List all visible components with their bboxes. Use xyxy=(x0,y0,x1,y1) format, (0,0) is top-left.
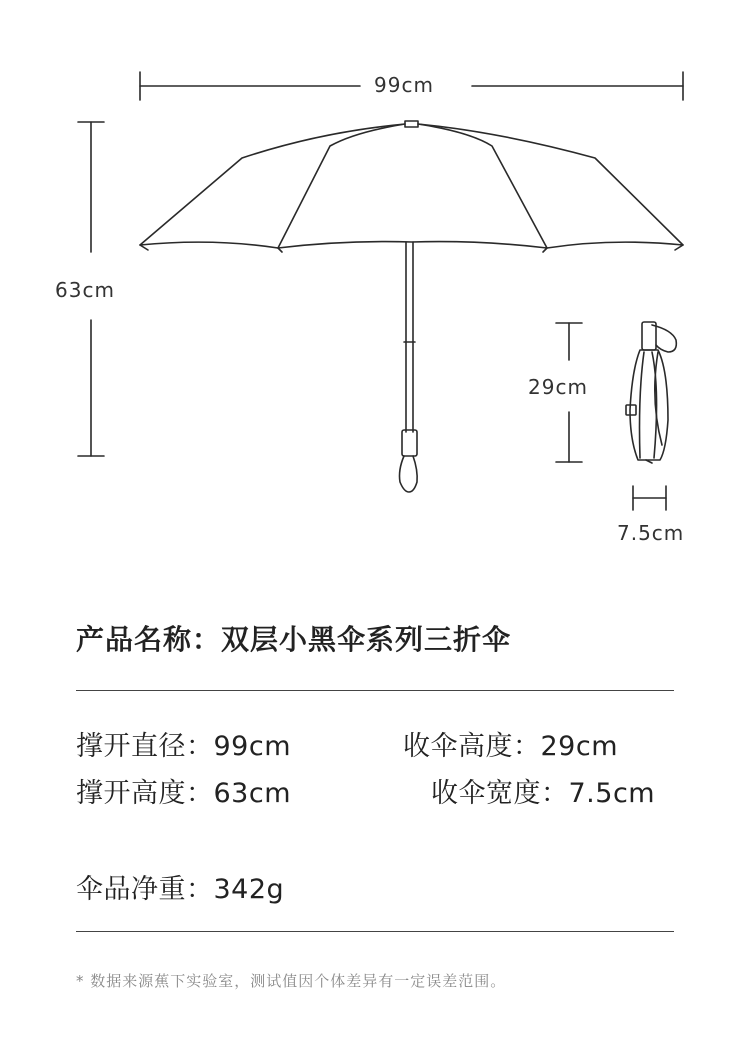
closed-width-label: 7.5cm xyxy=(617,521,685,545)
divider-top xyxy=(76,690,674,691)
product-title: 产品名称：双层小黑伞系列三折伞 xyxy=(76,623,512,656)
open-umbrella-icon xyxy=(140,121,683,492)
closed-width-dimension-line xyxy=(633,486,666,510)
closed-height-label: 29cm xyxy=(528,375,588,399)
spec-open-height: 撑开高度：63cm xyxy=(76,778,292,809)
open-diameter-label: 99cm xyxy=(374,73,434,97)
spec-closed-width: 收伞宽度：7.5cm xyxy=(431,778,656,809)
closed-umbrella-icon xyxy=(626,322,676,463)
divider-bottom xyxy=(76,931,674,932)
spec-open-diameter: 撑开直径：99cm xyxy=(76,731,292,762)
spec-closed-height: 收伞高度：29cm xyxy=(403,731,619,762)
footnote: * 数据来源蕉下实验室，测试值因个体差异有一定误差范围。 xyxy=(76,972,507,990)
open-height-label: 63cm xyxy=(55,278,115,302)
spec-weight: 伞品净重：342g xyxy=(76,874,285,905)
